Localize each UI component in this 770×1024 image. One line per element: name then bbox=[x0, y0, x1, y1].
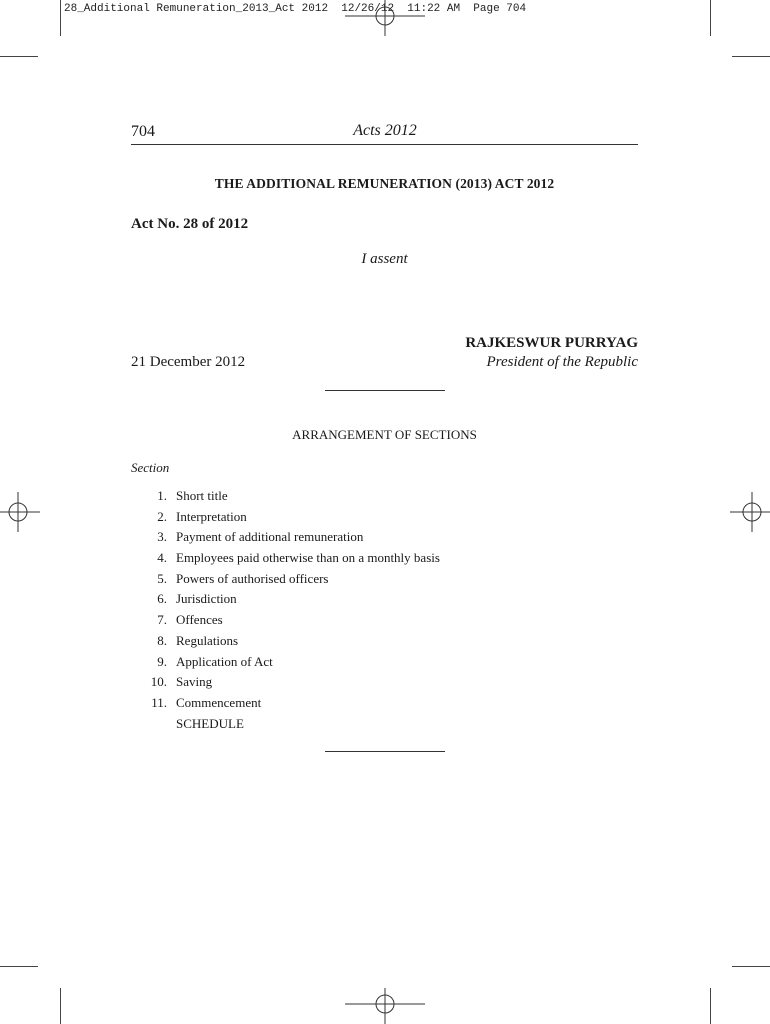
schedule-item: SCHEDULE bbox=[176, 715, 244, 731]
running-title: Acts 2012 bbox=[353, 122, 417, 139]
registration-mark-top-icon bbox=[345, 0, 425, 36]
section-title: Jurisdiction bbox=[176, 591, 237, 607]
section-number: 11. bbox=[151, 694, 167, 710]
section-title: Regulations bbox=[176, 632, 239, 648]
list-item bbox=[131, 569, 638, 590]
president-name: RAJKESWUR PURRYAG bbox=[465, 335, 638, 351]
section-number: 7. bbox=[157, 612, 167, 628]
president-title: President of the Republic bbox=[486, 354, 638, 370]
section-column-label: Section bbox=[131, 460, 170, 475]
registration-mark-left-icon bbox=[0, 492, 40, 532]
crop-mark-top-left-v bbox=[60, 0, 61, 36]
registration-mark-right-icon bbox=[730, 492, 770, 532]
crop-mark-top-right-v bbox=[710, 0, 711, 36]
section-title: Offences bbox=[176, 612, 223, 628]
section-number: 1. bbox=[157, 488, 167, 503]
section-title: Commencement bbox=[176, 694, 262, 710]
list-item bbox=[131, 672, 638, 693]
crop-mark-top-left-h bbox=[0, 56, 38, 57]
slug-date: 12/26/12 bbox=[341, 3, 395, 15]
section-title: Powers of authorised officers bbox=[176, 570, 329, 586]
section-title: Saving bbox=[176, 674, 213, 690]
assent-date: 21 December 2012 bbox=[131, 354, 246, 370]
header-rule bbox=[131, 144, 638, 145]
page-number: 704 bbox=[131, 123, 155, 140]
list-item bbox=[131, 486, 638, 507]
assent-text: I assent bbox=[361, 251, 408, 267]
section-divider bbox=[325, 390, 445, 391]
section-number: 8. bbox=[157, 632, 167, 648]
arrangement-heading: ARRANGEMENT OF SECTIONS bbox=[292, 427, 477, 442]
slug-filename: 28_Additional Remuneration_2013_Act 2012 bbox=[64, 3, 329, 15]
registration-mark-bottom-icon bbox=[345, 988, 425, 1024]
list-item bbox=[131, 589, 638, 610]
slug-time: 11:22 AM bbox=[407, 3, 461, 15]
crop-mark-bottom-right-v bbox=[710, 988, 711, 1024]
section-number: 6. bbox=[157, 591, 167, 607]
section-number: 5. bbox=[157, 570, 167, 586]
crop-mark-top-right-h bbox=[732, 56, 770, 57]
section-title: Employees paid otherwise than on a monthly basis bbox=[176, 550, 440, 566]
act-title: THE ADDITIONAL REMUNERATION (2013) ACT 2012 bbox=[214, 176, 555, 191]
list-item bbox=[131, 527, 638, 548]
section-number: 3. bbox=[157, 529, 167, 545]
section-title: Application of Act bbox=[176, 653, 273, 669]
list-item bbox=[131, 548, 638, 569]
section-number: 4. bbox=[157, 550, 167, 566]
section-number: 9. bbox=[157, 653, 167, 669]
list-item bbox=[131, 507, 638, 528]
section-number: 10. bbox=[150, 674, 167, 690]
section-number: 2. bbox=[157, 508, 167, 524]
end-divider bbox=[325, 751, 445, 752]
list-item bbox=[131, 610, 638, 631]
crop-mark-bottom-left-v bbox=[60, 988, 61, 1024]
act-number: Act No. 28 of 2012 bbox=[131, 216, 249, 232]
list-item bbox=[131, 631, 638, 652]
printer-slug bbox=[64, 3, 526, 15]
section-title: Payment of additional remuneration bbox=[176, 529, 364, 545]
list-item bbox=[131, 693, 638, 714]
crop-mark-bottom-right-h bbox=[732, 966, 770, 967]
sections-list bbox=[131, 486, 638, 734]
list-item bbox=[131, 652, 638, 673]
section-title: Interpretation bbox=[176, 508, 247, 524]
crop-mark-bottom-left-h bbox=[0, 966, 38, 967]
section-title: Short title bbox=[176, 488, 228, 503]
slug-page: Page 704 bbox=[473, 3, 527, 15]
